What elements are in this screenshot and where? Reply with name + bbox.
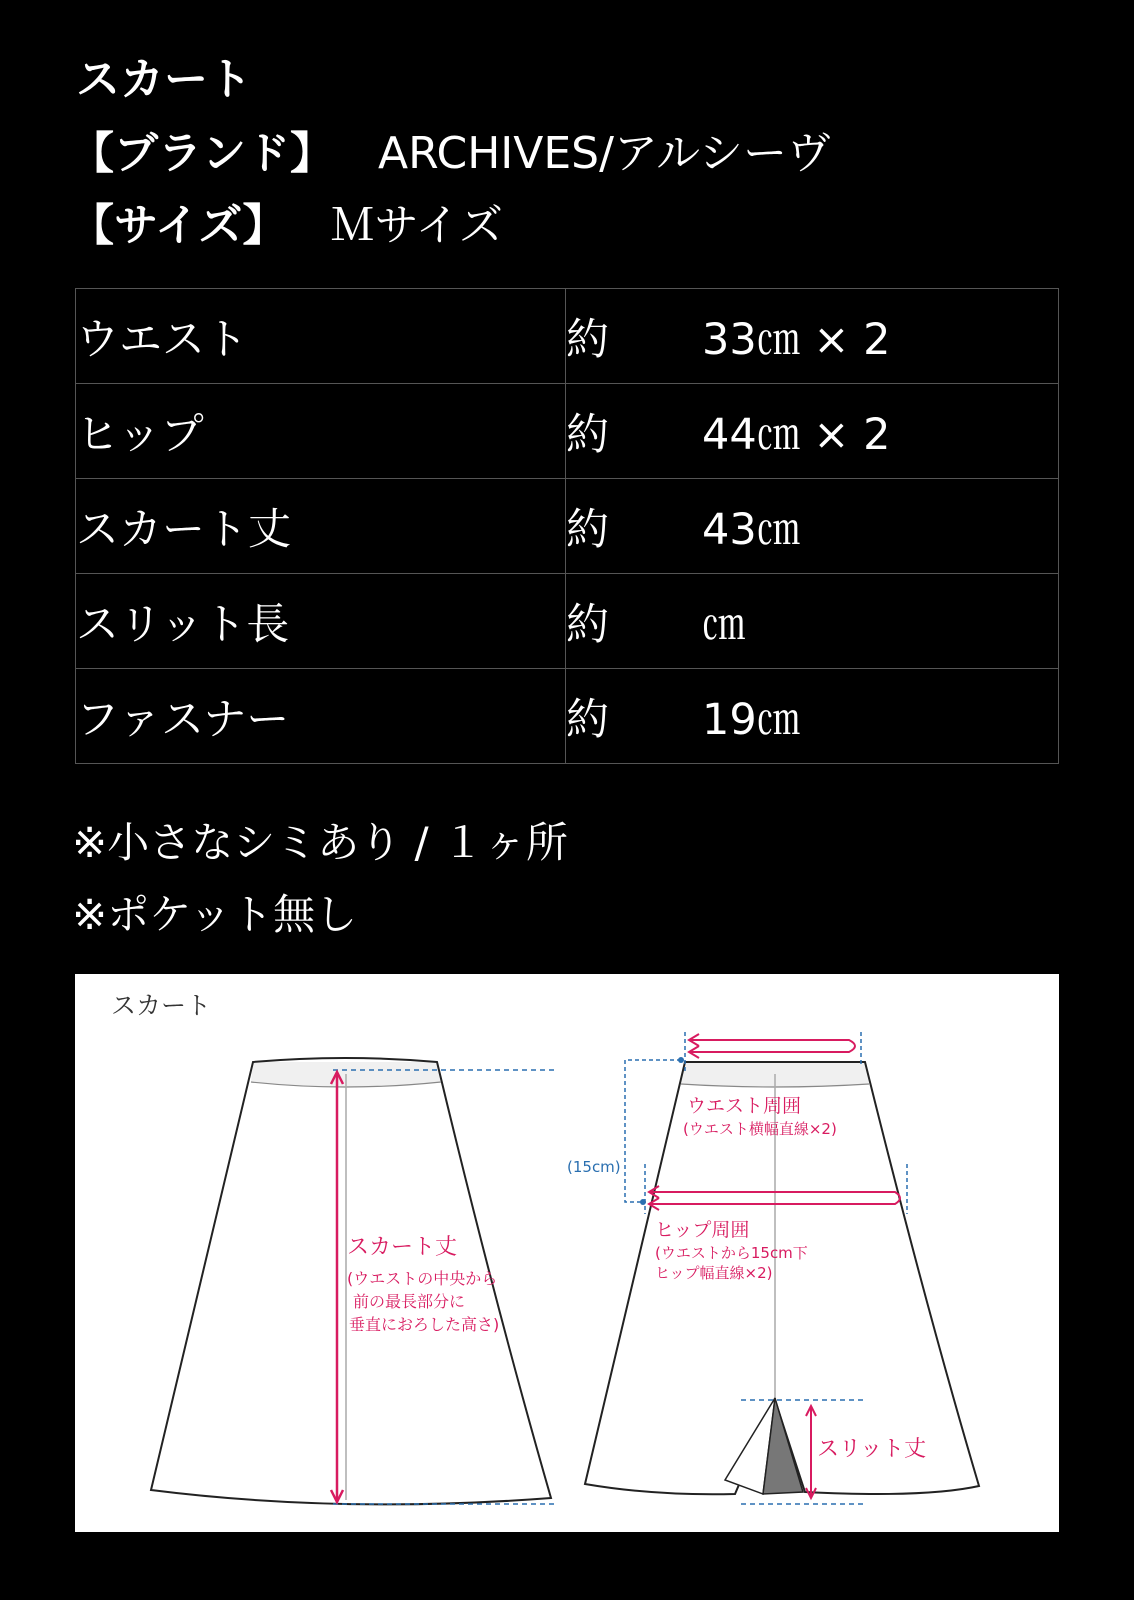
diagram-svg [75, 974, 1059, 1532]
brand-label: 【ブランド】 [70, 128, 334, 179]
hip-desc: ヒップ幅直線×2) [655, 1264, 773, 1282]
hip-label: ヒップ周囲 [655, 1219, 750, 1241]
diagram-title: スカート [111, 992, 212, 1020]
measure-value-cell [566, 669, 1059, 764]
measure-label: スカート丈 [76, 479, 566, 574]
measurement-diagram [75, 974, 1059, 1532]
measure-value: 44㎝ × 2 [702, 409, 891, 460]
measure-value-cell [566, 289, 1059, 384]
size-label: 【サイズ】 [70, 200, 287, 251]
table-row [76, 574, 1059, 669]
measure-value-cell [566, 384, 1059, 479]
table-row [76, 479, 1059, 574]
measure-value-cell [566, 574, 1059, 669]
approx-mark: 約 [566, 409, 609, 460]
approx-mark: 約 [566, 599, 609, 650]
size-value: Ｍサイズ [330, 200, 503, 251]
measure-value: 19㎝ [702, 694, 800, 745]
skirt-length-desc: 垂直におろした高さ) [349, 1315, 500, 1334]
approx-mark: 約 [566, 694, 609, 745]
offset-dot [678, 1057, 684, 1063]
note-no-pocket: ※ポケット無し [72, 890, 358, 939]
slit-label: スリット丈 [817, 1437, 927, 1462]
approx-mark: 約 [566, 504, 609, 555]
measure-label: ファスナー [76, 669, 566, 764]
hip-desc: (ウエストから15cm下 [655, 1244, 808, 1262]
skirt-length-desc: (ウエストの中央から [347, 1269, 498, 1288]
waist-desc: (ウエスト横幅直線×2) [683, 1120, 837, 1138]
measurement-table [75, 288, 1059, 764]
brand-value: ARCHIVES/アルシーヴ [378, 128, 832, 179]
table-row [76, 289, 1059, 384]
waist-label: ウエスト周囲 [687, 1095, 802, 1117]
approx-mark: 約 [566, 314, 609, 365]
table-row [76, 384, 1059, 479]
skirt-length-label: スカート丈 [347, 1235, 458, 1260]
skirt-length-desc: 前の最長部分に [353, 1292, 466, 1311]
measure-label: ヒップ [76, 384, 566, 479]
note-stain: ※小さなシミあり / １ヶ所 [72, 818, 569, 867]
size-line [70, 200, 503, 251]
offset-label: (15cm) [567, 1158, 621, 1176]
brand-line [70, 128, 832, 179]
offset-bracket [625, 1060, 681, 1202]
page-title: スカート [76, 54, 252, 105]
measure-value-cell [566, 479, 1059, 574]
measure-value: ㎝ [702, 599, 745, 650]
waist-measure-loop [691, 1040, 855, 1052]
measure-label: スリット長 [76, 574, 566, 669]
measure-value: 43㎝ [702, 504, 800, 555]
measure-value: 33㎝ × 2 [702, 314, 891, 365]
measure-label: ウエスト [76, 289, 566, 384]
table-row [76, 669, 1059, 764]
